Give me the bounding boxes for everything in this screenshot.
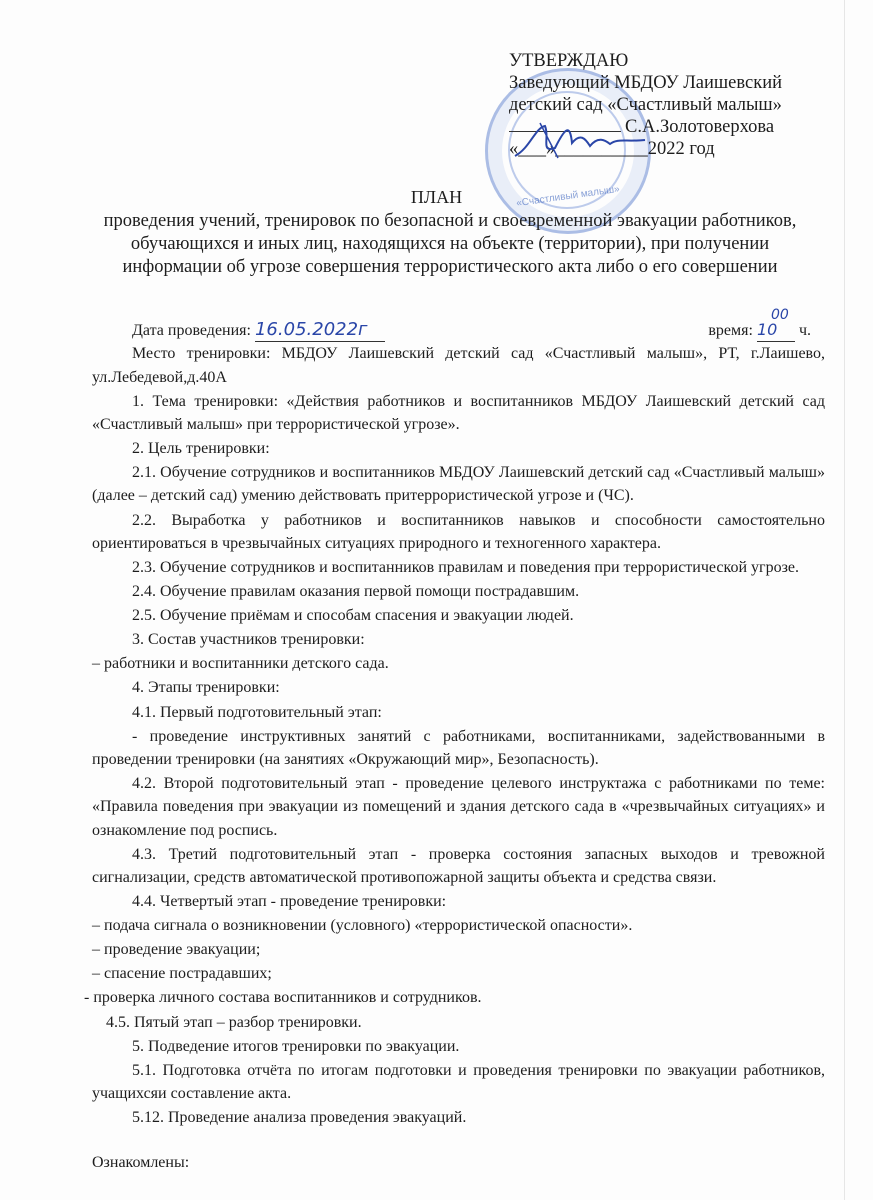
handwritten-signature-icon	[510, 118, 650, 163]
section-paragraph: 2.1. Обучение сотрудников и воспитанников МБДОУ Лаишевский детский сад «Счастливый малыш» (далее – детский сад) умению действовать притеррористической угрозе и (ЧС).	[92, 464, 825, 505]
section-paragraph: 2.2. Выработка у работников и воспитанников навыков и способности самостоятельно ориентироваться в чрезвычайных ситуациях природного и техногенного характера.	[92, 511, 825, 552]
date-time-row	[92, 307, 825, 342]
approve-label: УТВЕРЖДАЮ	[509, 51, 629, 71]
section-paragraph: 4.2. Второй подготовительный этап - проведение целевого инструктажа с работниками по теме: «Правила поведения при эвакуации из помещений и здания детского сада в «чрезвычайных ситуациях» и ознакомление под роспись.	[92, 775, 825, 839]
scan-edge-line	[844, 0, 845, 1200]
date-field	[132, 318, 385, 342]
time-value	[756, 307, 795, 342]
acknowledged-label: Ознакомлены:	[92, 1154, 190, 1172]
section-paragraph: 4.5. Пятый этап – разбор тренировки.	[106, 1013, 362, 1031]
list-item: – спасение пострадавших;	[92, 965, 272, 983]
section-paragraph: 2.3. Обучение сотрудников и воспитанников правилам и поведения при террористической угрозе.	[132, 558, 800, 576]
section-paragraph: 1. Тема тренировки: «Действия работников и воспитанников МБДОУ Лаишевский детский сад «Счастливый малыш» при террористической угрозе».	[92, 392, 825, 433]
date-label: Дата проведения:	[132, 322, 251, 339]
time-label: время:	[708, 322, 753, 339]
document-title: ПЛАН	[410, 187, 463, 207]
time-field	[708, 307, 825, 342]
time-hours: 10	[756, 320, 778, 339]
approver-position-line-1: Заведующий МБДОУ Лаишевский	[509, 73, 783, 93]
date-value: 16.05.2022г	[255, 318, 385, 342]
section-paragraph: 4. Этапы тренировки:	[132, 679, 280, 697]
stamp-text: «Счастливый малыш»	[515, 183, 621, 210]
document-body	[84, 307, 825, 1176]
section-paragraph: 5.1. Подготовка отчёта по итогам подготовки и проведения тренировки по эвакуации работников, учащихсяи составление акта.	[92, 1061, 825, 1103]
section-paragraph: 4.4. Четвертый этап - проведение тренировки:	[132, 893, 447, 911]
list-item: – работники и воспитанники детского сада.	[92, 655, 389, 673]
section-paragraph: 4.1. Первый подготовительный этап:	[132, 703, 382, 721]
section-paragraph: 4.3. Третий подготовительный этап - проверка состояния запасных выходов и тревожной сигнализации, средств автоматической противопожарной защиты объекта и средства связи.	[92, 845, 825, 886]
time-minutes: 00	[770, 307, 789, 323]
section-paragraph: 5.12. Проведение анализа проведения эвакуаций.	[132, 1109, 467, 1127]
section-paragraph: 2.4. Обучение правилам оказания первой помощи пострадавшим.	[132, 583, 580, 601]
section-paragraph: 2.5. Обучение приёмам и способам спасения и эвакуации людей.	[132, 607, 574, 625]
section-paragraph: 3. Состав участников тренировки:	[132, 631, 365, 649]
list-item: – проведение эвакуации;	[92, 941, 261, 959]
list-item: – подача сигнала о возникновении (условного) «террористической опасности».	[92, 917, 633, 935]
section-paragraph: 2. Цель тренировки:	[132, 440, 270, 458]
section-paragraph: - проведение инструктивных занятий с работниками, воспитанниками, задействованными в проведении тренировки (на занятиях «Окружающий мир», Безопасность).	[92, 727, 825, 768]
approval-date: «___»__________2022 год	[509, 139, 715, 159]
document-subtitle: проведения учений, тренировок по безопасной и своевременной эвакуации работников, обучающихся и иных лиц, находящихся на объекте (территории), при получении информации об угрозе совершения террористического акта либо о его совершении	[103, 211, 797, 277]
approver-position-line-2: детский сад «Счастливый малыш»	[509, 95, 782, 115]
section-paragraph: 5. Подведение итогов тренировки по эвакуации.	[132, 1037, 460, 1055]
training-place: Место тренировки: МБДОУ Лаишевский детский сад «Счастливый малыш», РТ, г.Лаишево, ул.Лебедевой,д.40А	[92, 345, 825, 386]
approver-name: С.А.Золотоверхова	[625, 117, 775, 137]
time-unit: ч.	[798, 322, 811, 339]
list-item: - проверка личного состава воспитанников и сотрудников.	[84, 989, 482, 1007]
